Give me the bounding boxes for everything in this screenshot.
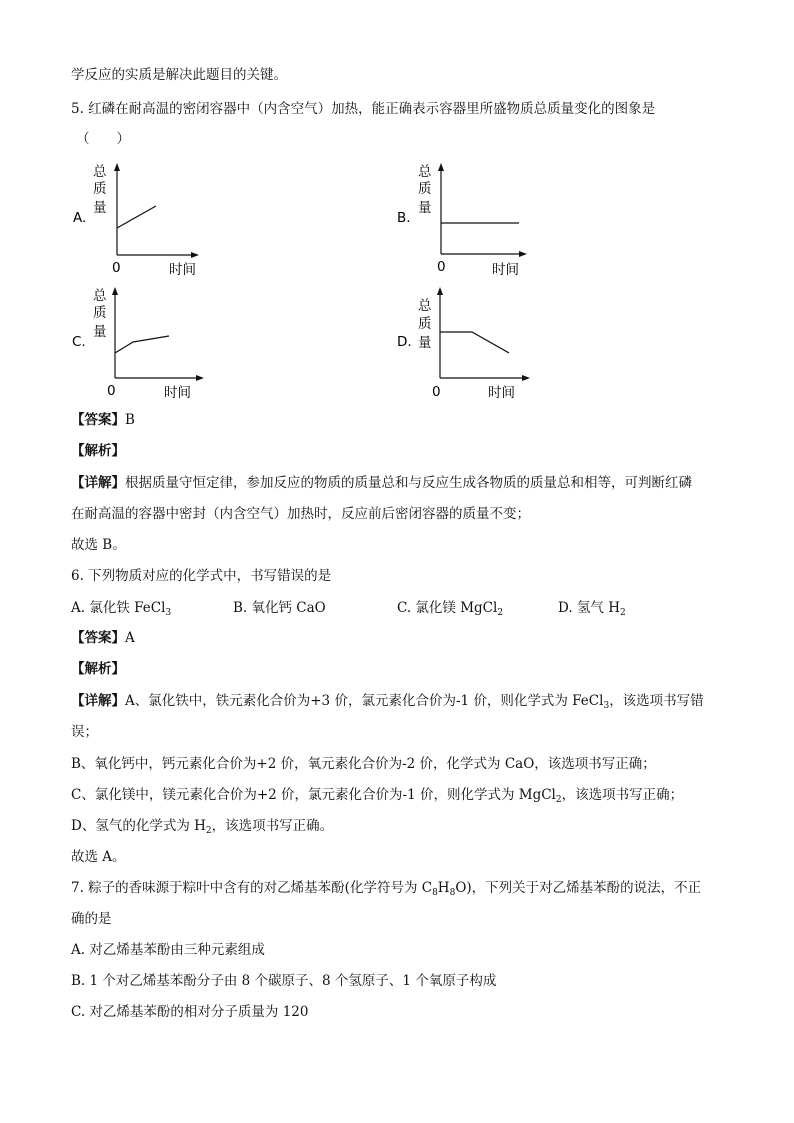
graph-option-d[interactable] [395, 284, 535, 404]
origin-label: 0 [112, 260, 121, 276]
arrow-icon [437, 287, 443, 295]
detail-6-line-c [71, 786, 683, 809]
subscript: 8 [449, 888, 456, 898]
y-axis-label: 质 [93, 181, 107, 197]
subscript: 2 [555, 795, 562, 805]
y-axis-label: 量 [93, 200, 107, 216]
option-label: C. [72, 334, 86, 350]
option-6-c[interactable] [397, 599, 503, 622]
option-text: B. 氧化钙 CaO [233, 600, 326, 616]
arrow-icon [114, 163, 120, 171]
answer-tag: 【答案】 [71, 630, 125, 646]
option-7-c[interactable]: C. 对乙烯基苯酚的相对分子质量为 120 [71, 1004, 309, 1020]
y-axis-label: 量 [418, 200, 432, 216]
option-7-b[interactable]: B. 1 个对乙烯基苯酚分子由 8 个碳原子、8 个氢原子、1 个氧原子构成 [71, 973, 497, 989]
question-5: 5. 红磷在耐高温的密闭容器中（内含空气）加热，能正确表示容器里所盛物质总质量变化的图象是 [71, 101, 656, 117]
origin-label: 0 [432, 384, 441, 400]
origin-label: 0 [437, 259, 446, 275]
detail-5-line-1 [71, 474, 692, 492]
analysis-tag: 【解析】 [71, 661, 125, 677]
arrow-icon [112, 287, 118, 295]
analysis-tag: 【解析】 [71, 443, 125, 459]
arrow-icon [191, 252, 199, 258]
y-axis-label: 质 [418, 316, 432, 332]
option-6-d[interactable] [558, 599, 626, 622]
option-7-a[interactable]: A. 对乙烯基苯酚由三种元素组成 [71, 942, 265, 958]
question-6: 6. 下列物质对应的化学式中，书写错误的是 [71, 568, 332, 584]
y-axis-label: 量 [93, 324, 107, 340]
subscript: 3 [603, 701, 610, 711]
graph-option-c[interactable] [70, 284, 210, 404]
detail-6-line-b: B、氧化钙中，钙元素化合价为+2 价，氧元素化合价为-2 价，化学式为 CaO，该选项书写正确； [71, 756, 656, 772]
answer-5 [71, 411, 135, 429]
option-text: A. 氯化铁 FeCl [71, 600, 166, 616]
detail-text: ，该选项书写正确； [561, 787, 684, 803]
answer-6 [71, 629, 135, 647]
x-axis-label: 时间 [492, 262, 519, 278]
arrow-icon [196, 375, 204, 381]
detail-text: ，该选项书写正确。 [211, 818, 334, 834]
question-text: O)，下列关于对乙烯基苯酚的说法，不正 [455, 880, 702, 896]
option-6-b[interactable] [233, 599, 326, 617]
subscript: 3 [165, 608, 172, 618]
x-axis-label: 时间 [169, 262, 196, 278]
detail-text: A、氯化铁中，铁元素化合价为+3 价，氯元素化合价为-1 价，则化学式为 FeCl [125, 693, 604, 709]
graph-c-svg [70, 284, 210, 404]
x-axis-label: 时间 [164, 385, 191, 401]
detail-6-line-d [71, 817, 333, 840]
subscript: 2 [205, 826, 212, 836]
detail-text: D、氢气的化学式为 H [71, 818, 206, 834]
data-line [115, 336, 169, 353]
y-axis-label: 总 [418, 164, 432, 180]
option-text: C. 氯化镁 MgCl [397, 600, 498, 616]
option-text: D. 氢气 H [558, 600, 620, 616]
detail-text: C、氯化镁中，镁元素化合价为+2 价，氯元素化合价为-1 价，则化学式为 MgCl [71, 787, 556, 803]
graph-a-svg [70, 160, 210, 280]
subscript: 2 [497, 608, 504, 618]
selection-5: 故选 B。 [71, 537, 126, 553]
answer-value: A [125, 630, 135, 646]
y-axis-label: 总 [93, 288, 107, 304]
data-line [117, 206, 156, 228]
detail-6-line-a [71, 692, 704, 715]
detail-text: 根据质量守恒定律，参加反应的物质的质量总和与反应生成各物质的质量总和相等，可判断红磷 [125, 475, 692, 491]
text-line: 学反应的实质是解决此题目的关键。 [71, 67, 287, 83]
graph-b-svg [395, 160, 535, 280]
arrow-icon [522, 375, 530, 381]
option-label: B. [397, 210, 411, 226]
detail-tag: 【详解】 [71, 693, 125, 709]
question-text: H [437, 880, 450, 896]
y-axis-label: 质 [418, 181, 432, 197]
question-7-line-2: 确的是 [71, 911, 112, 927]
option-label: D. [397, 334, 412, 350]
data-line [440, 332, 509, 353]
answer-tag: 【答案】 [71, 412, 125, 428]
graph-option-b[interactable] [395, 160, 535, 280]
subscript: 8 [432, 888, 438, 898]
y-axis-label: 量 [418, 335, 432, 351]
question-7-line-1 [71, 879, 701, 902]
option-label: A. [73, 210, 87, 226]
detail-5-line-2: 在耐高温的容器中密封（内含空气）加热时，反应前后密闭容器的质量不变； [71, 506, 530, 522]
detail-text: ，该选项书写错 [609, 693, 704, 709]
question-5-bracket: （ ） [76, 131, 130, 147]
subscript: 2 [620, 608, 626, 618]
y-axis-label: 总 [418, 298, 432, 314]
graph-option-a[interactable] [70, 160, 210, 280]
detail-6-line-a2: 误； [71, 724, 98, 740]
answer-value: B [125, 412, 135, 428]
x-axis-label: 时间 [488, 385, 515, 401]
graph-d-svg [395, 284, 535, 404]
origin-label: 0 [107, 383, 116, 399]
option-6-a[interactable] [71, 599, 171, 622]
detail-tag: 【详解】 [71, 475, 125, 491]
selection-6: 故选 A。 [71, 849, 126, 865]
y-axis-label: 质 [93, 305, 107, 321]
arrow-icon [438, 163, 444, 171]
y-axis-label: 总 [93, 164, 107, 180]
question-text: 7. 粽子的香味源于粽叶中含有的对乙烯基苯酚(化学符号为 C [71, 880, 433, 896]
arrow-icon [519, 251, 527, 257]
